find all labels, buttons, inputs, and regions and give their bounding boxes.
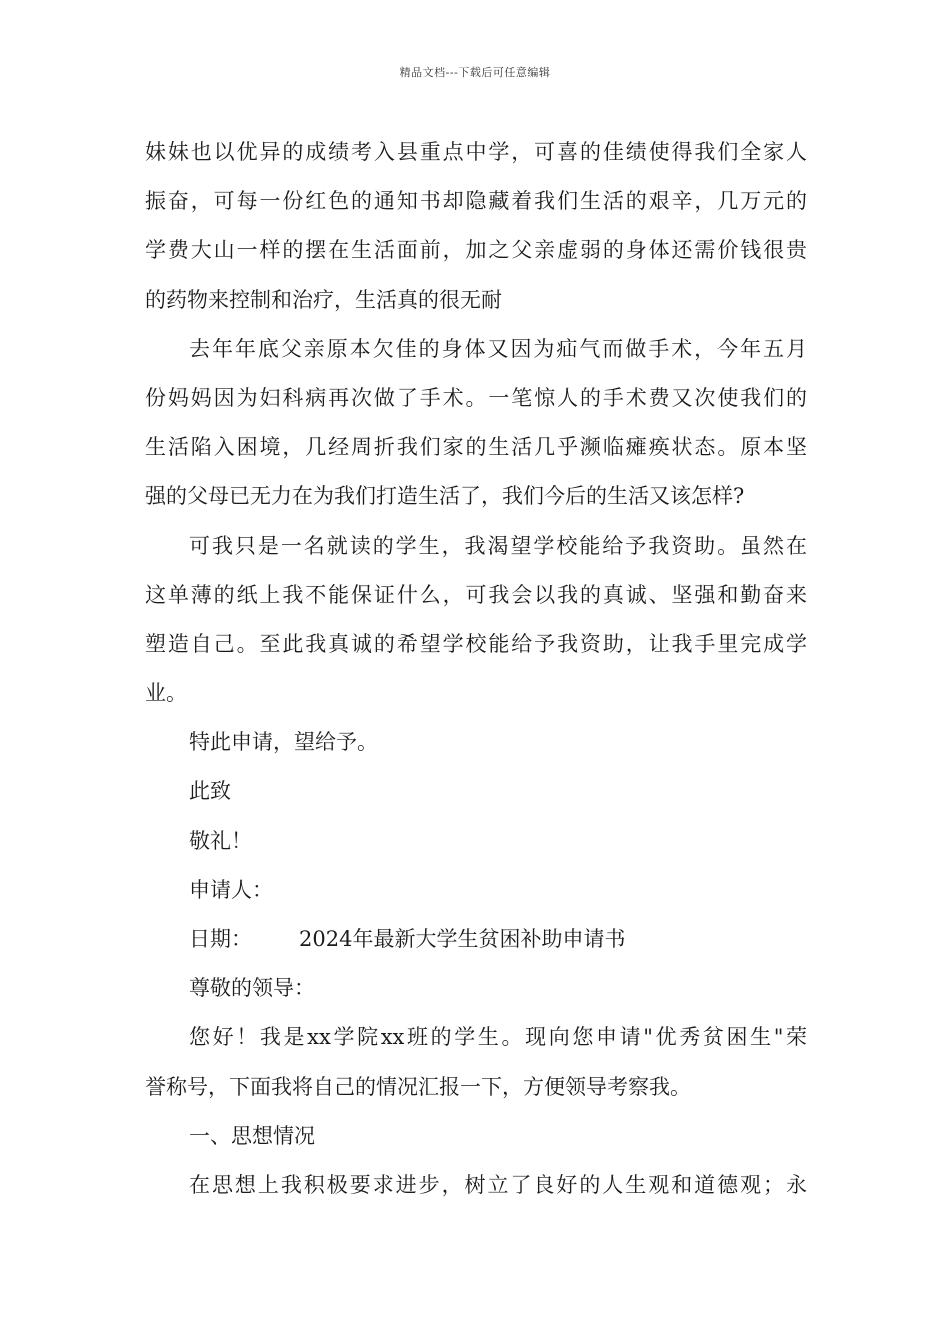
- paragraph-line: 您好！我是xx学院xx班的学生。现向您申请"优秀贫困生"荣: [189, 1025, 807, 1050]
- document-body: [145, 128, 807, 1210]
- paragraph-line: 强的父母已无力在为我们打造生活了，我们今后的生活又该怎样?: [145, 484, 745, 509]
- paragraph-line: 妹妹也以优异的成绩考入县重点中学，可喜的佳绩使得我们全家人: [145, 140, 807, 164]
- greeting: 尊敬的领导：: [189, 976, 315, 1001]
- paragraph-line: 在思想上我积极要求进步，树立了良好的人生观和道德观；永: [189, 1172, 807, 1197]
- applicant-label: 申请人：: [189, 877, 273, 902]
- date-label: 日期：: [189, 927, 252, 951]
- salutation-cizhi: 此致: [189, 779, 231, 804]
- paragraph-line: 生活陷入困境，几经周折我们家的生活几乎濒临瘫痪状态。原本坚: [145, 435, 807, 460]
- page-header: 精品文档---下载后可任意编辑: [399, 66, 551, 79]
- paragraph-line: 份妈妈因为妇科病再次做了手术。一笔惊人的手术费又次使我们的: [145, 385, 807, 410]
- paragraph-line: 这单薄的纸上我不能保证什么，可我会以我的真诚、坚强和勤奋来: [145, 582, 807, 607]
- closing-request: 特此申请，望给予。: [189, 730, 378, 755]
- paragraph-line: 誉称号，下面我将自己的情况汇报一下，方便领导考察我。: [145, 1074, 691, 1099]
- section-heading: 一、思想情况: [189, 1123, 315, 1148]
- paragraph-line: 振奋，可每一份红色的通知书却隐藏着我们生活的艰辛，几万元的: [145, 189, 807, 214]
- paragraph-line: 塑造自己。至此我真诚的希望学校能给予我资助，让我手里完成学: [145, 631, 807, 656]
- paragraph-line: 的药物来控制和治疗，生活真的很无耐: [145, 287, 502, 312]
- paragraph-line: 去年年底父亲原本欠佳的身体又因为疝气而做手术，今年五月: [189, 336, 807, 361]
- paragraph-line: 学费大山一样的摆在生活面前，加之父亲虚弱的身体还需价钱很贵: [145, 238, 807, 263]
- paragraph-line: 业。: [145, 681, 187, 706]
- paragraph-line: 可我只是一名就读的学生，我渴望学校能给予我资助。虽然在: [189, 533, 807, 558]
- date-line: [145, 915, 807, 964]
- document-title: 2024年最新大学生贫困补助申请书: [299, 927, 626, 951]
- salutation-jingli: 敬礼！: [189, 828, 252, 853]
